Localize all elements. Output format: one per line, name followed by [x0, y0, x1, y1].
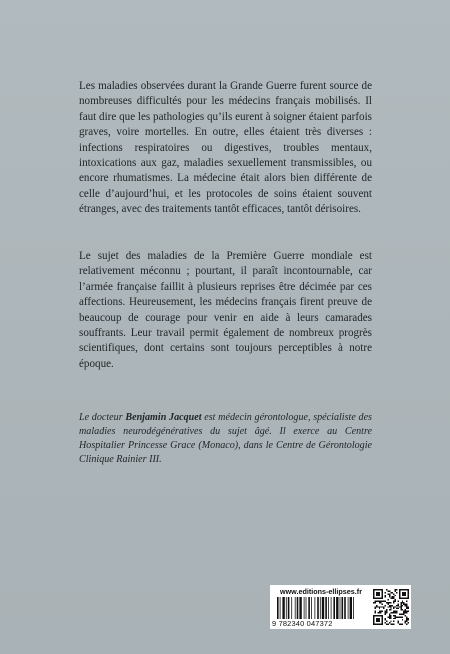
publisher-website: www.editions-ellipses.fr [279, 587, 362, 596]
isbn-barcode [277, 597, 369, 619]
qr-code [373, 588, 409, 626]
isbn-number: 9 782340 047372 [272, 619, 333, 628]
barcode-panel [270, 585, 411, 629]
author-bio [79, 411, 372, 467]
bio-prefix: Le docteur [79, 412, 126, 423]
bio-suffix: est médecin gérontologue, spécialiste des maladies neurodégénératives du sujet âgé. Il exerce au Centre Hospitalier Princesse Grace (Monaco), dans le Centre de Gérontologie Clinique Rainier III. [79, 412, 372, 465]
summary-paragraph-1: Les maladies observées durant la Grande Guerre furent source de nombreuses difficultés pour les médecins français mobilisés. Il faut dire que les pathologies qu’ils eurent à soigner étaient parfois graves, voire mortelles. En outre, elles étaient très diverses : infections respiratoires ou digestives, troubles mentaux, intoxications aux gaz, maladies sexuellement transmissibles, ou encore rhumatismes. La médecine était alors bien différente de celle d’aujourd’hui, et les protocoles de soins étaient souvent étranges, avec des traitements tantôt efficaces, tantôt dérisoires. [79, 80, 372, 216]
author-name: Benjamin Jacquet [125, 412, 202, 423]
summary-paragraph-2: Le sujet des maladies de la Première Guerre mondiale est relativement méconnu ; pourtant, il paraît incontournable, car l’armée française faillit à plusieurs reprises être décimée par ces affections. Heureusement, les médecins français firent preuve de beaucoup de courage pour venir en aide à leurs camarades souffrants. Leur travail permit également de nombreux progrès scientifiques, dont certains sont toujours perceptibles à notre époque. [79, 250, 372, 370]
